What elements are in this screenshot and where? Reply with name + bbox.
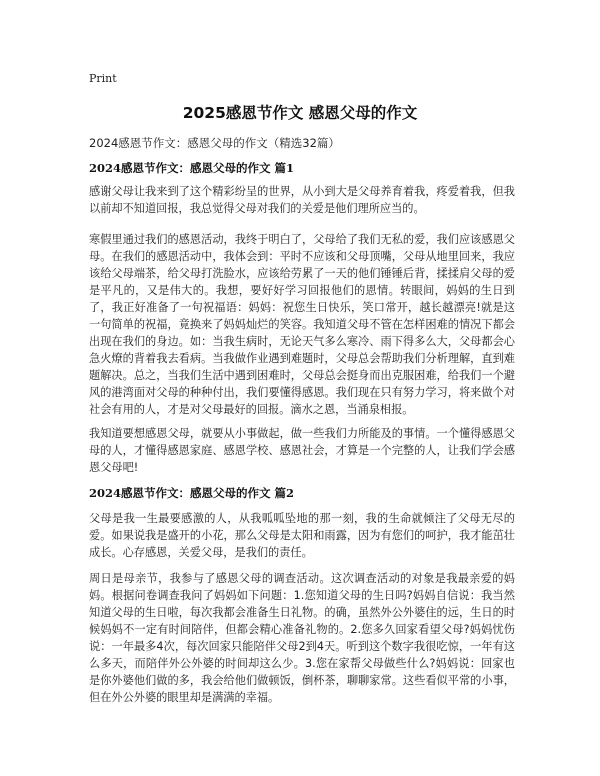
section-2-paragraph-2: 周日是母亲节，我参与了感恩父母的调查活动。这次调查活动的对象是我最亲爱的妈妈。根据问卷调查我问了妈妈如下问题：1.您知道父母的生日吗?妈妈自信说：我当然知道父母的生日啦，每次我都会准备生日礼物。的确，虽然外公外婆住的远，生日的时候妈妈不一定有时间陪伴，但都会精心准备礼物的。2.您多久回家看望父母?妈妈忧伤说：一年最多4次，每次回家只能陪伴父母2到4天。听到这个数字我很吃惊，一年有这么多天，而陪伴外公外婆的时间却这么少。3.您在家帮父母做些什么?妈妈说：回家也是你外婆他们做的多，我会给他们做顿饭，倒杯茶，聊聊家常。这些看似平常的小事，但在外公外婆的眼里却是满满的幸福。 — [89, 572, 515, 704]
document-subtitle: 2024感恩节作文：感恩父母的作文（精选32篇） — [89, 136, 340, 150]
section-1-paragraph-2: 寒假里通过我们的感恩活动，我终于明白了，父母给了我们无私的爱，我们应该感恩父母。在我们的感恩活动中，我体会到：平时不应该和父母顶嘴，父母从地里回来，我应该给父母端茶，给父母打洗脸水，应该给劳累了一天的他们锤锤后背，揉揉肩父母的爱是平凡的，又是伟大的。我想，要好好学习回报他们的恩情。转眼间，妈妈的生日到了，我正好准备了一句祝福语：妈妈：祝您生日快乐，笑口常开，越长越漂亮!就是这一句简单的祝福，竟换来了妈妈灿烂的笑容。我知道父母不管在怎样困难的情况下都会出现在我们的身边。如：当我生病时，无论天气多么寒冷、雨下得多么大，父母都会心急火燎的背着我去看病。当我做作业遇到难题时，父母总会帮助我们分析理解，直到难题解决。总之，当我们生活中遇到困难时，父母总会挺身而出克服困难，给我们一个避风的港湾面对父母的种种付出，我们要懂得感恩。我们现在只有努力学习，将来做个对社会有用的人，才是对父母最好的回报。滴水之恩，当涌泉相报。 — [89, 233, 515, 416]
section-2-paragraph-1: 父母是我一生最要感激的人，从我呱呱坠地的那一刻，我的生命就倾注了父母无尽的爱。如果说我是盛开的小花，那么父母是太阳和雨露，因为有您们的呵护，我才能茁壮成长。心存感恩，关爱父母，是我们的责任。 — [89, 512, 515, 559]
section-1-paragraph-1: 感谢父母让我来到了这个精彩纷呈的世界，从小到大是父母养育着我，疼爱着我，但我以前却不知道回报，我总觉得父母对我们的关爱是他们理所应当的。 — [89, 185, 515, 215]
section-1-paragraph-3: 我知道要想感恩父母，就要从小事做起，做一些我们力所能及的事情。一个懂得感恩父母的人，才懂得感恩家庭、感恩学校、感恩社会，才算是一个完整的人，让我们学会感恩父母吧! — [89, 427, 515, 474]
section-1-heading: 2024感恩节作文：感恩父母的作文 篇1 — [89, 161, 295, 175]
section-2-heading: 2024感恩节作文：感恩父母的作文 篇2 — [89, 486, 295, 500]
page-title: 2025感恩节作文 感恩父母的作文 — [182, 104, 418, 122]
print-label: Print — [89, 72, 117, 85]
